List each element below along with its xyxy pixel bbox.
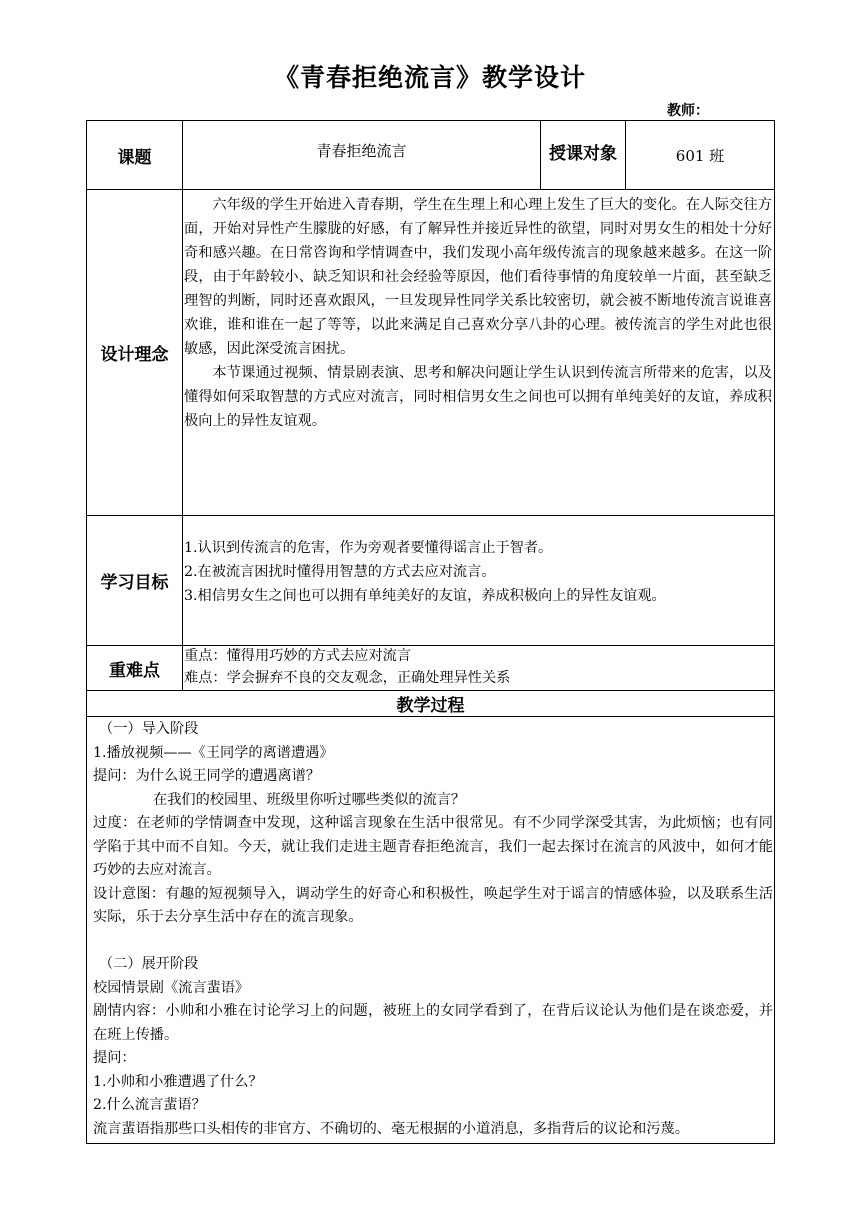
section-title: （一）导入阶段 <box>99 721 199 737</box>
concept-paragraph: 六年级的学生开始进入青春期，学生在生理上和心理上发生了巨大的变化。在人际交往方面，开始对异性产生朦胧的好感，有了解异性并接近异性的欲望，同时对男女生的相处十分好奇和感兴趣。在日常咨询和学情调查中，我们发现小高年级传流言的现象越来越多。在这一阶段，由于年龄较小、缺乏知识和社会经验等原因，他们看待事情的角度较单一片面，甚至缺乏理智的判断，同时还喜欢跟风，一旦发现异性同学关系比较密切，就会被不断地传流言说谁喜欢谁，谁和谁在一起了等等，以此来满足自己喜欢分享八卦的心理。被传流言的学生对此也很敏感，因此深受流言困扰。 <box>184 197 772 357</box>
keypoints-label: 重难点 <box>109 660 160 681</box>
audience-label: 授课对象 <box>549 143 617 164</box>
process-paragraph: 设计意图：有趣的短视频导入，调动学生的好奇心和积极性，唤起学生对于谣言的情感体验，以及联系生活实际，乐于去分享生活中存在的流言现象。 <box>93 885 773 925</box>
table-border-bottom <box>86 1143 775 1144</box>
process-header: 教学过程 <box>396 696 465 716</box>
process-line: 提问： <box>93 1050 136 1066</box>
keypoint-item: 重点：懂得用巧妙的方式去应对流言 <box>184 648 412 664</box>
table-divider-row2 <box>86 515 775 516</box>
topic-value: 青春拒绝流言 <box>316 141 407 160</box>
table-divider-row5 <box>86 716 775 717</box>
process-paragraph: 过度：在老师的学情调查中发现，这种谣言现象在生活中很常见。有不少同学深受其害，为此烦恼；也有同学陷于其中而不自知。今天，就让我们走进主题青春拒绝流言，我们一起去探讨在流言的风波中，如何才能巧妙的去应对流言。 <box>93 815 773 878</box>
process-paragraph: 流言蜚语指那些口头相传的非官方、不确切的、毫无根据的小道消息，多指背后的议论和污蔑。 <box>93 1120 689 1137</box>
goal-item: 1.认识到传流言的危害，作为旁观者要懂得谣言止于智者。 <box>184 540 553 556</box>
keypoint-item: 难点：学会摒弃不良的交友观念，正确处理异性关系 <box>184 670 511 686</box>
goal-item: 3.相信男女生之间也可以拥有单纯美好的友谊，养成积极向上的异性友谊观。 <box>184 588 666 604</box>
process-line: 1.小帅和小雅遭遇了什么？ <box>93 1073 263 1090</box>
teacher-label: 教师： <box>667 103 709 119</box>
goals-list <box>184 536 772 608</box>
topic-label: 课题 <box>117 147 152 168</box>
goals-label: 学习目标 <box>100 573 169 593</box>
keypoints-list <box>184 645 772 689</box>
label-column-divider <box>182 120 183 690</box>
concept-text <box>184 193 772 433</box>
process-body <box>93 718 773 1141</box>
table-divider-row1 <box>86 189 775 190</box>
concept-paragraph: 本节课通过视频、情景剧表演、思考和解决问题让学生认识到传流言所带来的危害，以及懂得如何采取智慧的方式应对流言，同时相信男女生之间也可以拥有单纯美好的友谊，养成积极向上的异性友谊观。 <box>184 365 772 429</box>
section-title: （二）展开阶段 <box>99 956 199 972</box>
process-line: 2.什么流言蜚语？ <box>93 1097 206 1113</box>
document-title: 《青春拒绝流言》教学设计 <box>273 63 586 92</box>
process-line: 校园情景剧《流言蜚语》 <box>93 979 250 996</box>
process-line: 提问：为什么说王同学的遭遇离谱？ <box>93 768 321 784</box>
spacer <box>93 930 773 954</box>
process-line: 1.播放视频——《王同学的离谱遭遇》 <box>93 744 334 761</box>
goal-item: 2.在被流言困扰时懂得用智慧的方式去应对流言。 <box>184 564 496 580</box>
table-border-right <box>774 120 775 1144</box>
concept-label: 设计理念 <box>100 345 169 365</box>
process-paragraph: 剧情内容：小帅和小雅在讨论学习上的问题，被班上的女同学看到了，在背后议论认为他们是在谈恋爱，并在班上传播。 <box>93 1003 773 1043</box>
process-line: 在我们的校园里、班级里你听过哪些类似的流言？ <box>153 791 466 808</box>
audience-value: 601 班 <box>675 146 725 165</box>
